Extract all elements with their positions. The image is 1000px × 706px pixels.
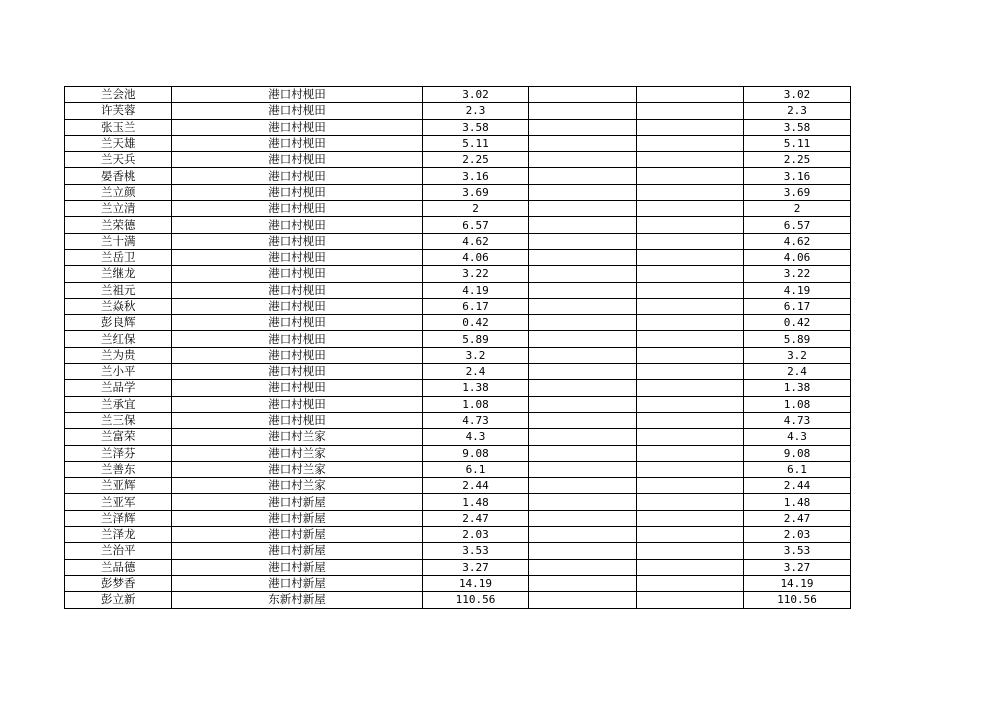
area-cell: 3.69 bbox=[423, 184, 529, 200]
blank-cell bbox=[637, 559, 744, 575]
location-cell: 港口村枧田 bbox=[172, 331, 423, 347]
name-cell: 兰焱秋 bbox=[65, 298, 172, 314]
total-cell: 9.08 bbox=[744, 445, 851, 461]
blank-cell bbox=[637, 331, 744, 347]
blank-cell bbox=[637, 429, 744, 445]
table-row bbox=[65, 315, 851, 331]
name-cell: 兰祖元 bbox=[65, 282, 172, 298]
area-cell: 2.3 bbox=[423, 103, 529, 119]
location-cell: 港口村新屋 bbox=[172, 510, 423, 526]
total-cell: 3.27 bbox=[744, 559, 851, 575]
location-cell: 东新村新屋 bbox=[172, 592, 423, 608]
location-cell: 港口村枧田 bbox=[172, 315, 423, 331]
table-row bbox=[65, 494, 851, 510]
blank-cell bbox=[637, 461, 744, 477]
area-cell: 6.57 bbox=[423, 217, 529, 233]
total-cell: 3.53 bbox=[744, 543, 851, 559]
total-cell: 2.3 bbox=[744, 103, 851, 119]
blank-cell bbox=[529, 217, 637, 233]
total-cell: 1.08 bbox=[744, 396, 851, 412]
total-cell: 0.42 bbox=[744, 315, 851, 331]
area-cell: 0.42 bbox=[423, 315, 529, 331]
table-row bbox=[65, 396, 851, 412]
blank-cell bbox=[529, 543, 637, 559]
blank-cell bbox=[529, 87, 637, 103]
location-cell: 港口村枧田 bbox=[172, 233, 423, 249]
blank-cell bbox=[529, 249, 637, 265]
blank-cell bbox=[637, 152, 744, 168]
total-cell: 3.22 bbox=[744, 266, 851, 282]
area-cell: 2.4 bbox=[423, 364, 529, 380]
location-cell: 港口村枧田 bbox=[172, 396, 423, 412]
area-cell: 4.19 bbox=[423, 282, 529, 298]
table-row bbox=[65, 478, 851, 494]
blank-cell bbox=[637, 184, 744, 200]
area-cell: 3.22 bbox=[423, 266, 529, 282]
blank-cell bbox=[529, 103, 637, 119]
total-cell: 4.19 bbox=[744, 282, 851, 298]
blank-cell bbox=[637, 543, 744, 559]
table-row bbox=[65, 184, 851, 200]
area-cell: 3.16 bbox=[423, 168, 529, 184]
blank-cell bbox=[529, 364, 637, 380]
area-cell: 2.03 bbox=[423, 527, 529, 543]
location-cell: 港口村枧田 bbox=[172, 168, 423, 184]
area-cell: 4.73 bbox=[423, 412, 529, 428]
area-cell: 3.27 bbox=[423, 559, 529, 575]
blank-cell bbox=[529, 412, 637, 428]
area-cell: 1.38 bbox=[423, 380, 529, 396]
total-cell: 6.57 bbox=[744, 217, 851, 233]
table-row bbox=[65, 282, 851, 298]
name-cell: 彭立新 bbox=[65, 592, 172, 608]
table-row bbox=[65, 233, 851, 249]
location-cell: 港口村兰家 bbox=[172, 445, 423, 461]
total-cell: 3.2 bbox=[744, 347, 851, 363]
table-row bbox=[65, 429, 851, 445]
blank-cell bbox=[637, 494, 744, 510]
area-cell: 6.1 bbox=[423, 461, 529, 477]
name-cell: 兰荣德 bbox=[65, 217, 172, 233]
table-row bbox=[65, 249, 851, 265]
area-cell: 3.2 bbox=[423, 347, 529, 363]
table-row bbox=[65, 445, 851, 461]
name-cell: 兰治平 bbox=[65, 543, 172, 559]
blank-cell bbox=[529, 347, 637, 363]
name-cell: 兰品德 bbox=[65, 559, 172, 575]
table-row bbox=[65, 103, 851, 119]
data-table bbox=[64, 86, 851, 609]
blank-cell bbox=[637, 201, 744, 217]
blank-cell bbox=[637, 266, 744, 282]
name-cell: 兰泽龙 bbox=[65, 527, 172, 543]
table-row bbox=[65, 87, 851, 103]
location-cell: 港口村新屋 bbox=[172, 575, 423, 591]
blank-cell bbox=[529, 201, 637, 217]
blank-cell bbox=[529, 592, 637, 608]
total-cell: 3.16 bbox=[744, 168, 851, 184]
total-cell: 14.19 bbox=[744, 575, 851, 591]
table-row bbox=[65, 364, 851, 380]
blank-cell bbox=[529, 315, 637, 331]
name-cell: 兰小平 bbox=[65, 364, 172, 380]
blank-cell bbox=[529, 527, 637, 543]
blank-cell bbox=[529, 461, 637, 477]
blank-cell bbox=[637, 527, 744, 543]
table-row bbox=[65, 380, 851, 396]
table-row bbox=[65, 298, 851, 314]
location-cell: 港口村枧田 bbox=[172, 412, 423, 428]
blank-cell bbox=[529, 282, 637, 298]
total-cell: 6.17 bbox=[744, 298, 851, 314]
total-cell: 1.38 bbox=[744, 380, 851, 396]
blank-cell bbox=[637, 315, 744, 331]
table-row bbox=[65, 575, 851, 591]
total-cell: 4.3 bbox=[744, 429, 851, 445]
blank-cell bbox=[529, 429, 637, 445]
blank-cell bbox=[529, 559, 637, 575]
location-cell: 港口村新屋 bbox=[172, 559, 423, 575]
table-row bbox=[65, 559, 851, 575]
blank-cell bbox=[529, 494, 637, 510]
area-cell: 3.02 bbox=[423, 87, 529, 103]
name-cell: 兰会池 bbox=[65, 87, 172, 103]
name-cell: 兰亚辉 bbox=[65, 478, 172, 494]
location-cell: 港口村新屋 bbox=[172, 543, 423, 559]
total-cell: 3.58 bbox=[744, 119, 851, 135]
blank-cell bbox=[529, 184, 637, 200]
blank-cell bbox=[529, 396, 637, 412]
blank-cell bbox=[637, 168, 744, 184]
area-cell: 1.48 bbox=[423, 494, 529, 510]
name-cell: 兰泽辉 bbox=[65, 510, 172, 526]
location-cell: 港口村枧田 bbox=[172, 135, 423, 151]
total-cell: 2.03 bbox=[744, 527, 851, 543]
blank-cell bbox=[637, 298, 744, 314]
name-cell: 兰泽芬 bbox=[65, 445, 172, 461]
name-cell: 兰为贵 bbox=[65, 347, 172, 363]
blank-cell bbox=[529, 445, 637, 461]
location-cell: 港口村兰家 bbox=[172, 478, 423, 494]
area-cell: 9.08 bbox=[423, 445, 529, 461]
area-cell: 2.47 bbox=[423, 510, 529, 526]
name-cell: 兰岳卫 bbox=[65, 249, 172, 265]
total-cell: 4.62 bbox=[744, 233, 851, 249]
blank-cell bbox=[637, 135, 744, 151]
blank-cell bbox=[637, 364, 744, 380]
area-cell: 110.56 bbox=[423, 592, 529, 608]
table-row bbox=[65, 135, 851, 151]
total-cell: 3.69 bbox=[744, 184, 851, 200]
location-cell: 港口村枧田 bbox=[172, 103, 423, 119]
blank-cell bbox=[529, 119, 637, 135]
table-row bbox=[65, 461, 851, 477]
blank-cell bbox=[529, 152, 637, 168]
total-cell: 4.06 bbox=[744, 249, 851, 265]
total-cell: 110.56 bbox=[744, 592, 851, 608]
table-row bbox=[65, 201, 851, 217]
name-cell: 兰红保 bbox=[65, 331, 172, 347]
table-row bbox=[65, 510, 851, 526]
area-cell: 3.58 bbox=[423, 119, 529, 135]
location-cell: 港口村新屋 bbox=[172, 494, 423, 510]
location-cell: 港口村枧田 bbox=[172, 380, 423, 396]
table-row bbox=[65, 152, 851, 168]
name-cell: 兰亚军 bbox=[65, 494, 172, 510]
blank-cell bbox=[637, 592, 744, 608]
total-cell: 6.1 bbox=[744, 461, 851, 477]
name-cell: 兰十满 bbox=[65, 233, 172, 249]
blank-cell bbox=[529, 575, 637, 591]
total-cell: 2.25 bbox=[744, 152, 851, 168]
blank-cell bbox=[637, 575, 744, 591]
table-row bbox=[65, 412, 851, 428]
blank-cell bbox=[637, 282, 744, 298]
area-cell: 14.19 bbox=[423, 575, 529, 591]
total-cell: 5.89 bbox=[744, 331, 851, 347]
blank-cell bbox=[637, 412, 744, 428]
blank-cell bbox=[529, 380, 637, 396]
blank-cell bbox=[529, 510, 637, 526]
table-row bbox=[65, 592, 851, 608]
area-cell: 2.25 bbox=[423, 152, 529, 168]
name-cell: 兰天雄 bbox=[65, 135, 172, 151]
location-cell: 港口村新屋 bbox=[172, 527, 423, 543]
blank-cell bbox=[637, 119, 744, 135]
blank-cell bbox=[637, 347, 744, 363]
area-cell: 5.11 bbox=[423, 135, 529, 151]
table-row bbox=[65, 217, 851, 233]
total-cell: 2 bbox=[744, 201, 851, 217]
total-cell: 2.47 bbox=[744, 510, 851, 526]
blank-cell bbox=[529, 298, 637, 314]
total-cell: 2.4 bbox=[744, 364, 851, 380]
area-cell: 4.06 bbox=[423, 249, 529, 265]
blank-cell bbox=[637, 233, 744, 249]
blank-cell bbox=[529, 135, 637, 151]
total-cell: 1.48 bbox=[744, 494, 851, 510]
area-cell: 5.89 bbox=[423, 331, 529, 347]
area-cell: 2.44 bbox=[423, 478, 529, 494]
table-row bbox=[65, 119, 851, 135]
table-row bbox=[65, 543, 851, 559]
name-cell: 兰立清 bbox=[65, 201, 172, 217]
blank-cell bbox=[529, 331, 637, 347]
location-cell: 港口村枧田 bbox=[172, 119, 423, 135]
blank-cell bbox=[529, 233, 637, 249]
table-row bbox=[65, 331, 851, 347]
name-cell: 兰立颜 bbox=[65, 184, 172, 200]
blank-cell bbox=[637, 478, 744, 494]
location-cell: 港口村枧田 bbox=[172, 266, 423, 282]
blank-cell bbox=[637, 396, 744, 412]
area-cell: 4.3 bbox=[423, 429, 529, 445]
total-cell: 4.73 bbox=[744, 412, 851, 428]
area-cell: 2 bbox=[423, 201, 529, 217]
location-cell: 港口村枧田 bbox=[172, 217, 423, 233]
blank-cell bbox=[529, 266, 637, 282]
area-cell: 4.62 bbox=[423, 233, 529, 249]
location-cell: 港口村枧田 bbox=[172, 201, 423, 217]
name-cell: 张玉兰 bbox=[65, 119, 172, 135]
blank-cell bbox=[637, 87, 744, 103]
blank-cell bbox=[637, 510, 744, 526]
blank-cell bbox=[529, 478, 637, 494]
table-row bbox=[65, 266, 851, 282]
blank-cell bbox=[637, 445, 744, 461]
blank-cell bbox=[637, 249, 744, 265]
location-cell: 港口村枧田 bbox=[172, 364, 423, 380]
table-row bbox=[65, 168, 851, 184]
area-cell: 3.53 bbox=[423, 543, 529, 559]
total-cell: 2.44 bbox=[744, 478, 851, 494]
name-cell: 彭良辉 bbox=[65, 315, 172, 331]
name-cell: 彭梦香 bbox=[65, 575, 172, 591]
location-cell: 港口村枧田 bbox=[172, 87, 423, 103]
name-cell: 兰天兵 bbox=[65, 152, 172, 168]
location-cell: 港口村兰家 bbox=[172, 429, 423, 445]
area-cell: 1.08 bbox=[423, 396, 529, 412]
name-cell: 兰继龙 bbox=[65, 266, 172, 282]
name-cell: 许芙蓉 bbox=[65, 103, 172, 119]
name-cell: 兰承宜 bbox=[65, 396, 172, 412]
total-cell: 5.11 bbox=[744, 135, 851, 151]
blank-cell bbox=[637, 217, 744, 233]
name-cell: 兰善东 bbox=[65, 461, 172, 477]
table-body bbox=[65, 87, 851, 609]
table-row bbox=[65, 527, 851, 543]
area-cell: 6.17 bbox=[423, 298, 529, 314]
name-cell: 晏香桃 bbox=[65, 168, 172, 184]
location-cell: 港口村枧田 bbox=[172, 249, 423, 265]
location-cell: 港口村枧田 bbox=[172, 282, 423, 298]
name-cell: 兰品学 bbox=[65, 380, 172, 396]
blank-cell bbox=[637, 380, 744, 396]
name-cell: 兰三保 bbox=[65, 412, 172, 428]
location-cell: 港口村枧田 bbox=[172, 184, 423, 200]
table-row bbox=[65, 347, 851, 363]
blank-cell bbox=[637, 103, 744, 119]
name-cell: 兰富荣 bbox=[65, 429, 172, 445]
location-cell: 港口村兰家 bbox=[172, 461, 423, 477]
location-cell: 港口村枧田 bbox=[172, 347, 423, 363]
location-cell: 港口村枧田 bbox=[172, 152, 423, 168]
blank-cell bbox=[529, 168, 637, 184]
location-cell: 港口村枧田 bbox=[172, 298, 423, 314]
total-cell: 3.02 bbox=[744, 87, 851, 103]
